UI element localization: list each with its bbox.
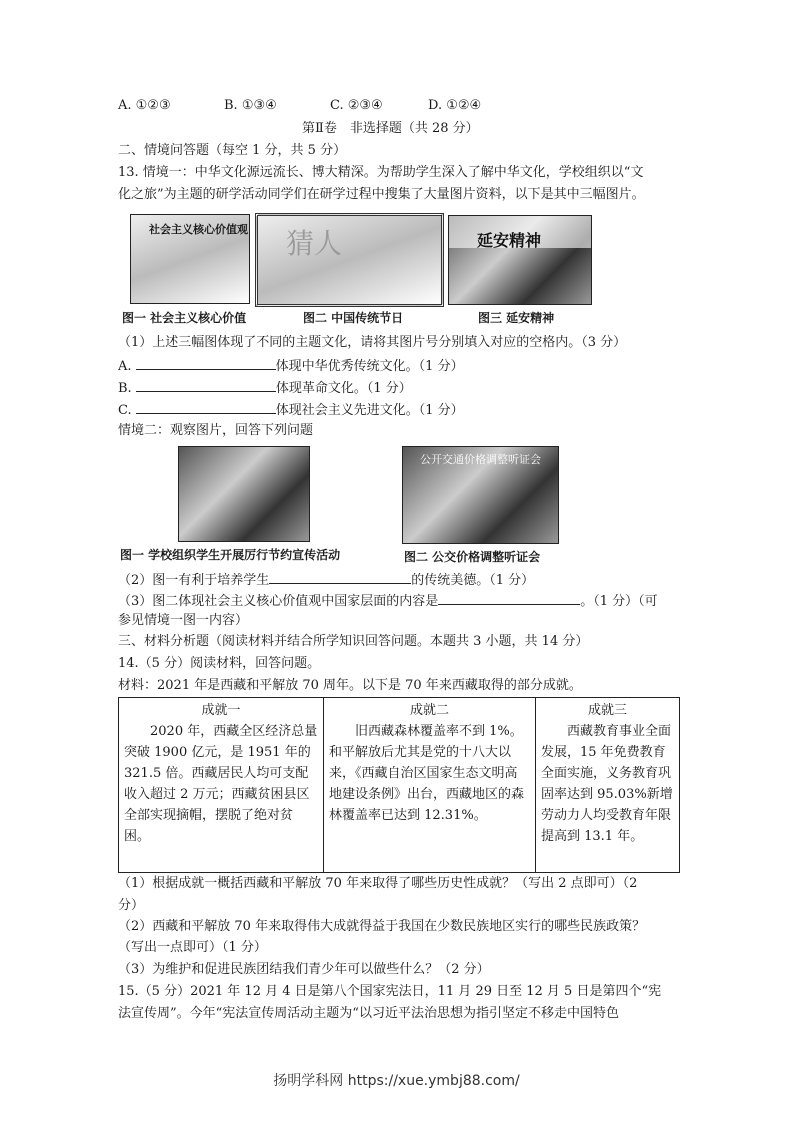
- option-d: D. ①②④: [428, 98, 482, 113]
- question: （2）图一有利于培养学生 的传统美德。（1 分）: [118, 573, 535, 588]
- figure-image: 公开交通价格调整听证会: [402, 446, 559, 544]
- option-b: B. ①③④: [224, 98, 277, 113]
- answer-blank[interactable]: [136, 401, 276, 414]
- question: （1）上述三幅图体现了不同的主题文化，请将其图片号分别填入对应的空格内。（3 分）: [118, 335, 627, 350]
- answer-blank[interactable]: [438, 592, 580, 605]
- q14-title: 14.（5 分）阅读材料，回答问题。: [118, 656, 321, 671]
- q13-text: 化之旅”为主题的研学活动同学们在研学过程中搜集了大量图片资料，以下是其中三幅图片。: [118, 187, 645, 202]
- figure-caption: 图三 延安精神: [478, 311, 555, 325]
- answer-line-a: A. 体现中华优秀传统文化。（1 分）: [118, 359, 464, 374]
- answer-line-b: B. 体现革命文化。（1 分）: [118, 381, 412, 396]
- figure-caption: 图一 社会主义核心价值: [122, 311, 247, 325]
- answer-blank[interactable]: [136, 379, 276, 392]
- figure-image: [178, 446, 310, 542]
- q15-text: 15.（5 分）2021 年 12 月 4 日是第八个国家宪法日，11 月 29 日至 12 月 5 日是第四个“宪: [118, 984, 662, 999]
- section-title: 第Ⅱ卷 非选择题（共 28 分）: [302, 121, 479, 136]
- question: （2）西藏和平解放 70 年来取得伟大成就得益于我国在少数民族地区实行的哪些民族政策？: [118, 919, 646, 934]
- table-cell: 成就二 旧西藏森林覆盖率不到 1%。和平解放后尤其是党的十八大以来，《西藏自治区国家生态文明高地建设条例》出台，西藏地区的森林覆盖率已达到 12.31%。: [324, 698, 536, 873]
- achievements-table: [118, 697, 680, 873]
- question: （1）根据成就一概括西藏和平解放 70 年来取得了哪些历史性成就？（写出 2 点即可）（2: [118, 876, 638, 891]
- table-cell: 成就三 西藏教育事业全面发展，15 年免费教育全面实施，义务教育巩固率达到 95.03%新增劳动力人均受教育年限提高到 13.1 年。: [536, 698, 680, 873]
- option-c: C. ②③④: [330, 98, 383, 113]
- figure-caption: 图二 中国传统节日: [303, 311, 404, 325]
- question: 分）: [118, 898, 145, 913]
- question: （3）为维护和促进民族团结我们青少年可以做些什么？（2 分）: [118, 962, 490, 977]
- q13-text: 13. 情境一：中华文化源远流长、博大精深。为帮助学生深入了解中华文化，学校组织以“文: [118, 165, 644, 180]
- answer-blank[interactable]: [269, 571, 411, 584]
- scene-heading: 情境二：观察图片，回答下列问题: [118, 423, 314, 438]
- figure-image: 猜人: [255, 213, 444, 307]
- figure-caption: 图二 公交价格调整听证会: [404, 550, 541, 564]
- answer-line-c: C. 体现社会主义先进文化。（1 分）: [118, 403, 464, 418]
- q15-text: 法宣传周”。今年“宪法宣传周活动主题为“以习近平法治思想为指引坚定不移走中国特色: [118, 1006, 619, 1021]
- answer-blank[interactable]: [136, 357, 276, 370]
- part-heading: 三、材料分析题（阅读材料并结合所学知识回答问题。本题共 3 小题，共 14 分）: [118, 634, 589, 649]
- footer-watermark: 扬明学科网 https://xue.ymbj88.com/: [273, 1073, 520, 1089]
- figure-image: 社会主义核心价值观: [130, 214, 250, 304]
- table-cell: 成就一 2020 年，西藏全区经济总量突破 1900 亿元，是 1951 年的 321.5 倍。西藏居民人均可支配收入超过 2 万元；西藏贫困县区全部实现摘帽，摆脱了绝对贫困。: [119, 698, 324, 873]
- figure-image: 延安精神: [448, 215, 592, 305]
- option-a: A. ①②③: [118, 98, 171, 113]
- part-heading: 二、情境问答题（每空 1 分，共 5 分）: [118, 143, 347, 158]
- q14-material: 材料：2021 年是西藏和平解放 70 周年。以下是 70 年来西藏取得的部分成就。: [118, 678, 582, 693]
- question: （写出一点即可）（1 分）: [118, 940, 267, 955]
- question: （3）图二体现社会主义核心价值观中国家层面的内容是 。（1 分）（可: [118, 594, 658, 609]
- figure-caption: 图一 学校组织学生开展厉行节约宣传活动: [120, 548, 341, 562]
- question: 参见情境一图一内容）: [118, 613, 249, 628]
